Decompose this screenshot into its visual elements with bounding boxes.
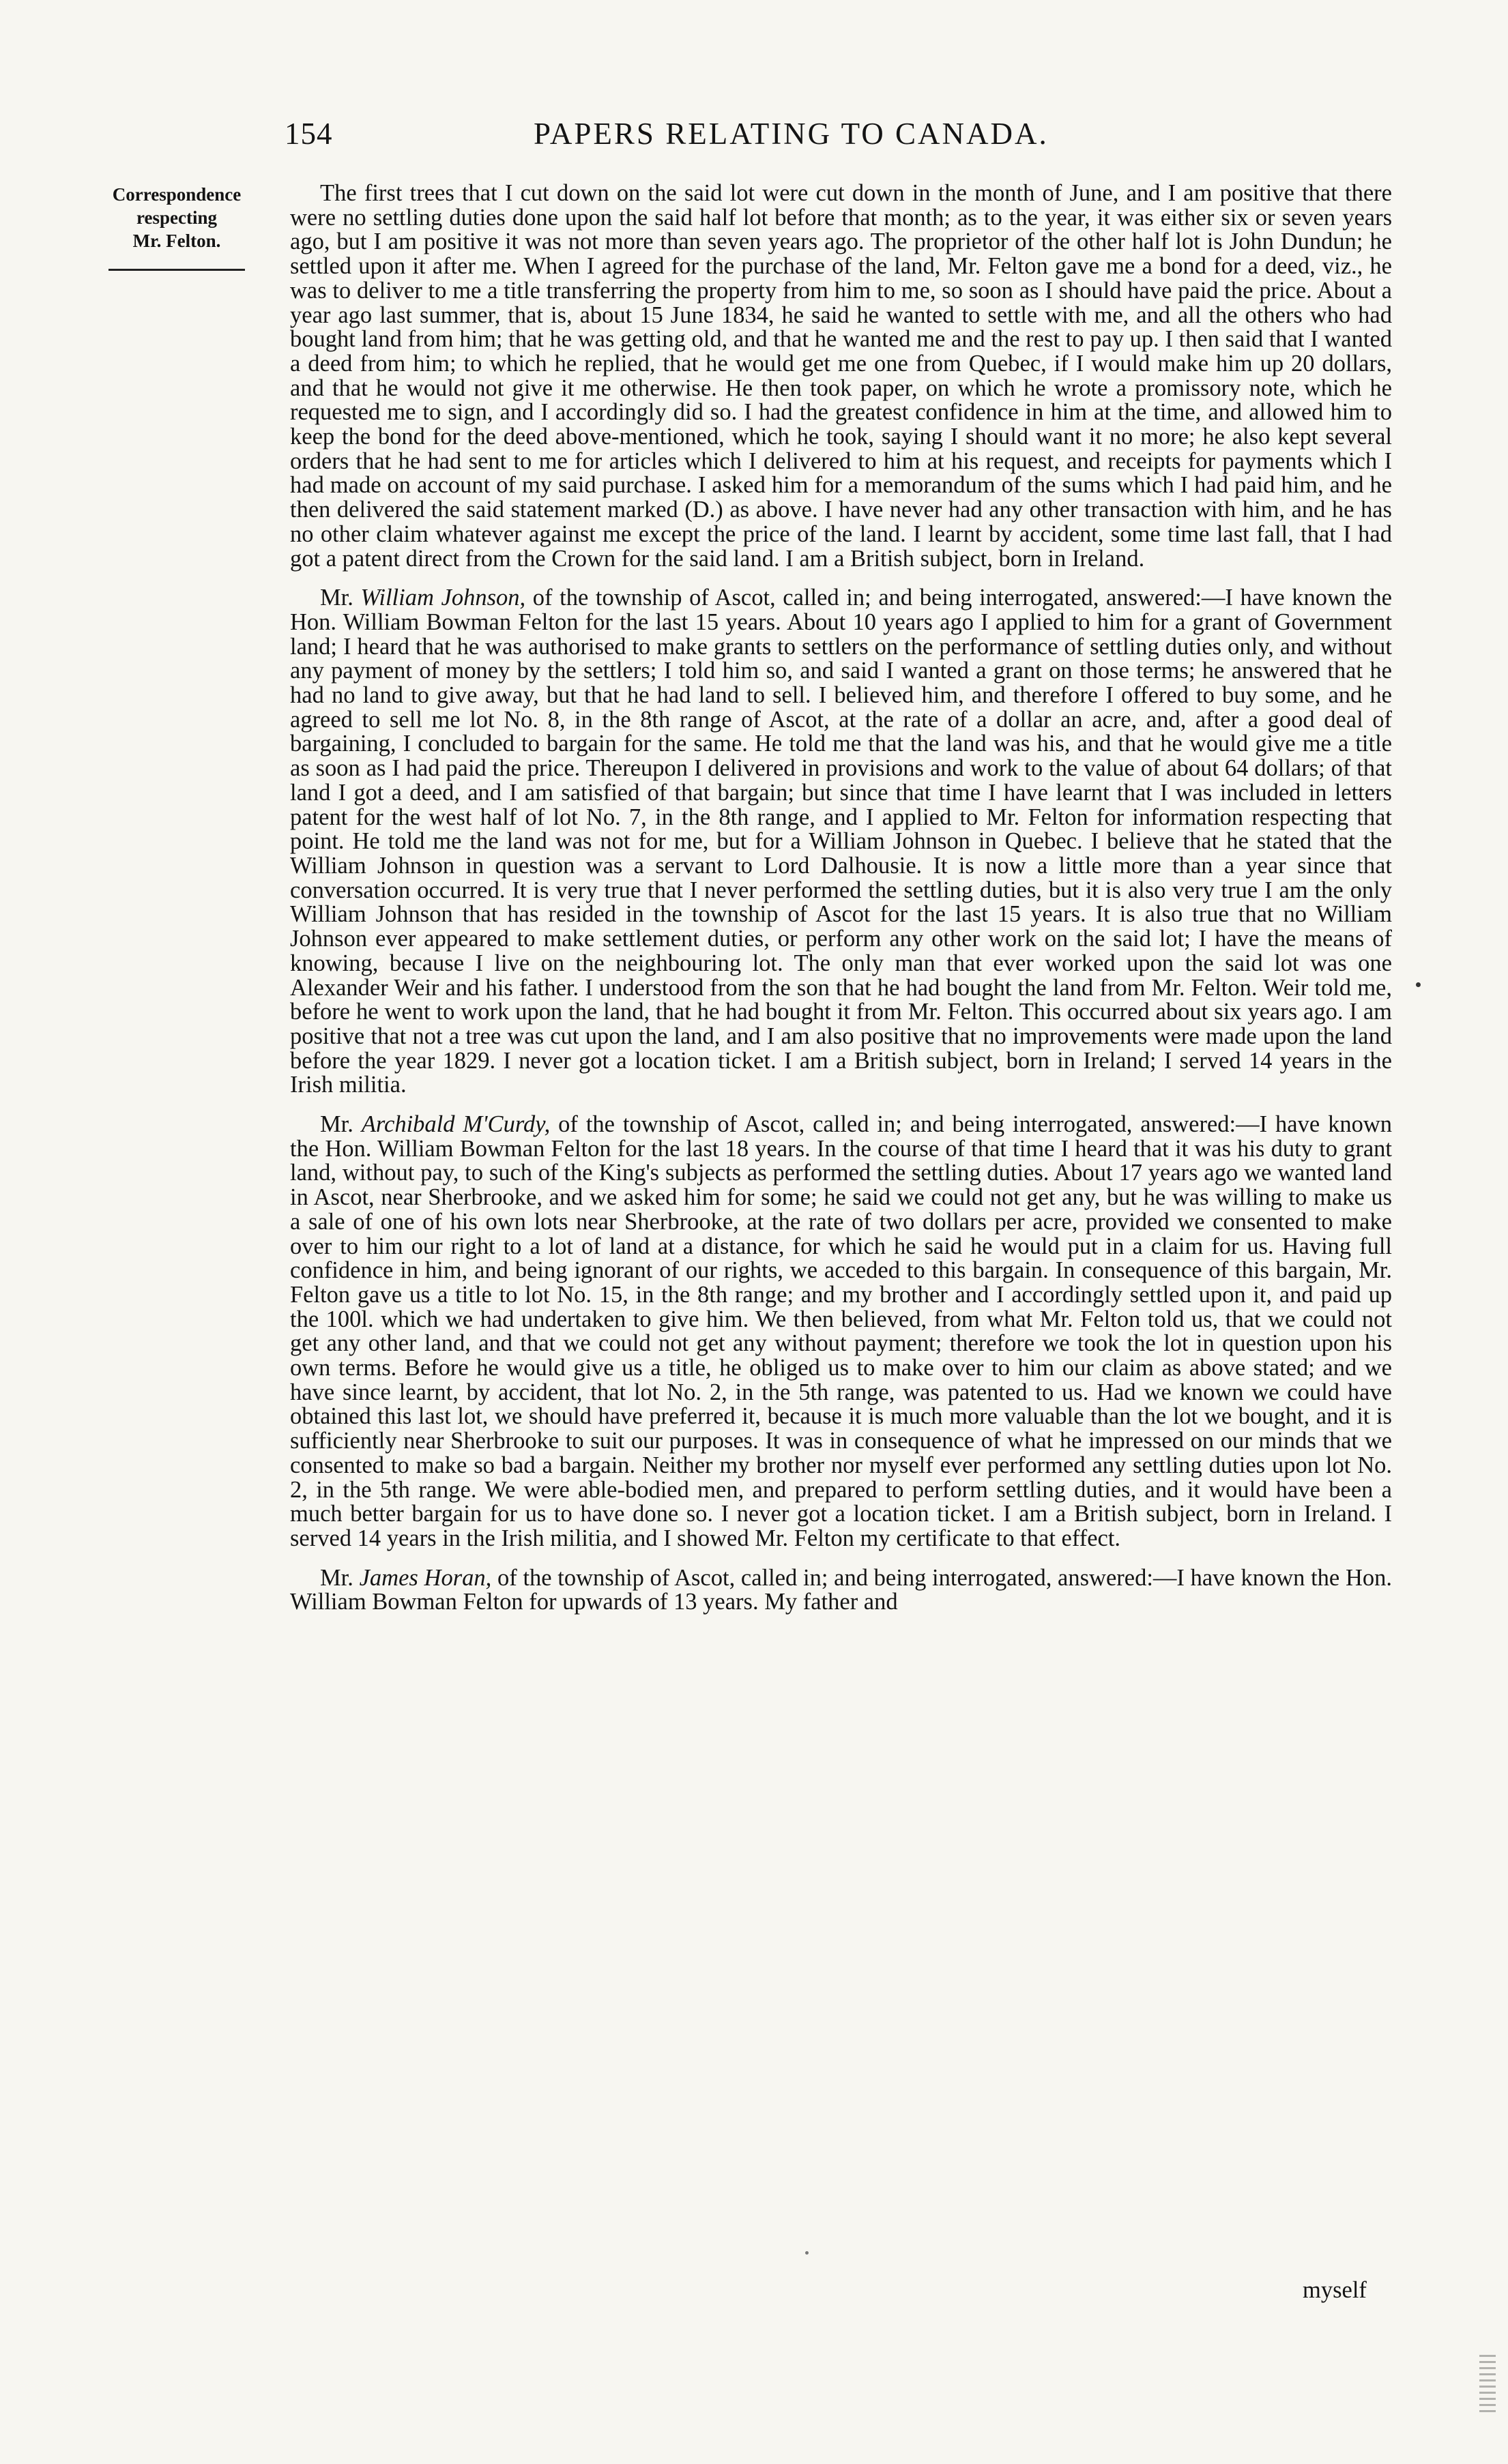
paragraph bbox=[290, 1113, 1392, 1551]
margin-note-line: respecting bbox=[136, 207, 217, 228]
paragraph-lead: Mr. bbox=[320, 1564, 360, 1591]
page-header bbox=[0, 116, 1508, 171]
paragraph-lead: Mr. bbox=[320, 585, 361, 611]
witness-name: James Horan, bbox=[359, 1564, 492, 1591]
body-text bbox=[290, 181, 1392, 1615]
paragraph-text: of the township of Ascot, called in; and being interrogated, answered:—I have known the Hon. William Bowman Felton for upwards of 13 years. My father and bbox=[290, 1564, 1392, 1615]
paragraph-text: The first trees that I cut down on the said lot were cut down in the month of June, and I am positive that there were no settling duties done upon the said half lot before that month; as to the year, it was either six or seven years ago, but I am positive it was not more than seven years ago. The proprietor of the other half lot is John Dundun; he settled upon it after me. When I agreed for the purchase of the land, Mr. Felton gave me a bond for a deed, viz., he was to deliver to me a title transferring the property from him to me, so soon as I should have paid the price. About a year ago last summer, that is, about 15 June 1834, he said he wanted to settle with me, and all the others who had bought land from him; that he was getting old, and that he wanted me and the rest to pay up. I then said that I wanted a deed from him; to which he replied, that he would get me one from Quebec, if I would make him up 20 dollars, and that he would not give it me otherwise. He then took paper, on which he wrote a promissory note, which he requested me to sign, and I accordingly did so. I had the greatest confidence in him at the time, and allowed him to keep the bond for the deed above-mentioned, which he took, saying I should want it no more; he also kept several orders that he had sent to me for articles which I delivered to him at his request, and receipts for payments which I had made on account of my said purchase. I asked him for a memorandum of the sums which I had paid him, and he then delivered the said statement marked (D.) as above. I have never had any other transaction with him, and he has no other claim whatever against me except the price of the land. I learnt by accident, some time last fall, that I had got a patent direct from the Crown for the said land. I am a British subject, born in Ireland. bbox=[290, 180, 1392, 572]
paragraph bbox=[290, 586, 1392, 1098]
ink-speck bbox=[805, 2251, 809, 2255]
margin-note-line: Mr. Felton. bbox=[132, 231, 221, 251]
paragraph bbox=[290, 181, 1392, 571]
ink-speck bbox=[1416, 982, 1421, 987]
running-title: PAPERS RELATING TO CANADA. bbox=[534, 117, 1049, 151]
page-number: 154 bbox=[285, 117, 333, 151]
witness-name: Archibald M'Curdy, bbox=[361, 1111, 551, 1138]
margin-note bbox=[91, 183, 262, 271]
paragraph-text: of the township of Ascot, called in; and being interrogated, answered:—I have known the Hon. William Bowman Felton for the last 18 years. In the course of that time I heard that it was his duty to grant land, without pay, to such of the King's subjects as performed the settling duties. About 17 years ago we wanted land in Ascot, near Sherbrooke, and we asked him for some; he said we could not get any, but he was willing to make us a sale of one of his own lots near Sherbrooke, at the rate of two dollars per acre, provided we consented to make over to him our right to a lot of land at a distance, for which he said he would put in a claim for us. Having full confidence in him, and being ignorant of our rights, we acceded to this bargain. In consequence of this bargain, Mr. Felton gave us a title to lot No. 15, in the 8th range; and my brother and I accordingly settled upon it, and paid up the 100l. which we had undertaken to give him. We then believed, from what Mr. Felton told us, that we could not get any other land, and that we could not get any without payment; therefore we took the lot in question upon his own terms. Before he would give us a title, he obliged us to make over to him our claim as above stated; and we have since learnt, by accident, that lot No. 2, in the 5th range, was patented to us. Had we known we could have obtained this last lot, we should have preferred it, because it is much more valuable than the lot we bought, and it is sufficiently near Sherbrooke to suit our purposes. It was in consequence of what he impressed on our minds that we consented to make so bad a bargain. Neither my brother nor myself ever performed any settling duties upon lot No. 2, in the 5th range. We were able-bodied men, and prepared to perform settling duties, and it would have been a much better bargain for us to have done so. I never got a location ticket. I am a British subject, born in Ireland. I served 14 years in the Irish militia, and I showed Mr. Felton my certificate to that effect. bbox=[290, 1111, 1392, 1551]
edge-marks bbox=[1479, 2355, 1496, 2416]
witness-name: William Johnson, bbox=[360, 585, 526, 611]
catchword: myself bbox=[1303, 2277, 1367, 2303]
margin-note-rule bbox=[108, 269, 245, 271]
paragraph bbox=[290, 1566, 1392, 1615]
paragraph-lead: Mr. bbox=[320, 1111, 362, 1138]
margin-note-line: Correspondence bbox=[112, 184, 242, 205]
paragraph-text: of the township of Ascot, called in; and being interrogated, answered:—I have known the Hon. William Bowman Felton for the last 15 years. About 10 years ago I applied to him for a grant of Government land; I heard that he was authorised to make grants to settlers on the performance of settling duties only, and without any payment of money by the settlers; I told him so, and said I wanted a grant on those terms; he answered that he had no land to give away, but that he had land to sell. I believed him, and therefore I offered to buy some, and he agreed to sell me lot No. 8, in the 8th range of Ascot, at the rate of a dollar an acre, and, after a good deal of bargaining, I concluded to bargain for the same. He told me that the land was his, and that he would give me a title as soon as I had paid the price. Thereupon I delivered in provisions and work to the value of about 64 dollars; of that land I got a deed, and I am satisfied of that bargain; but since that time I have learnt that I was included in letters patent for the west half of lot No. 7, in the 8th range, and I applied to Mr. Felton for information respecting that point. He told me the land was not for me, but for a William Johnson in Quebec. I believe that he stated that the William Johnson in question was a servant to Lord Dalhousie. It is now a little more than a year since that conversation occurred. It is very true that I never performed the settling duties, but it is also very true I am the only William Johnson that has resided in the township of Ascot for the last 15 years. It is also true that no William Johnson ever appeared to make settlement duties, or perform any other work on the said lot; I have the means of knowing, because I live on the neighbouring lot. The only man that ever worked upon the said lot was one Alexander Weir and his father. I understood from the son that he had bought the land from Mr. Felton. Weir told me, before he went to work upon the land, that he had bought it from Mr. Felton. This occurred about six years ago. I am positive that not a tree was cut upon the land, and I am also positive that no improvements were made upon the land before the year 1829. I never got a location ticket. I am a British subject, born in Ireland; I served 14 years in the Irish militia. bbox=[290, 585, 1392, 1098]
